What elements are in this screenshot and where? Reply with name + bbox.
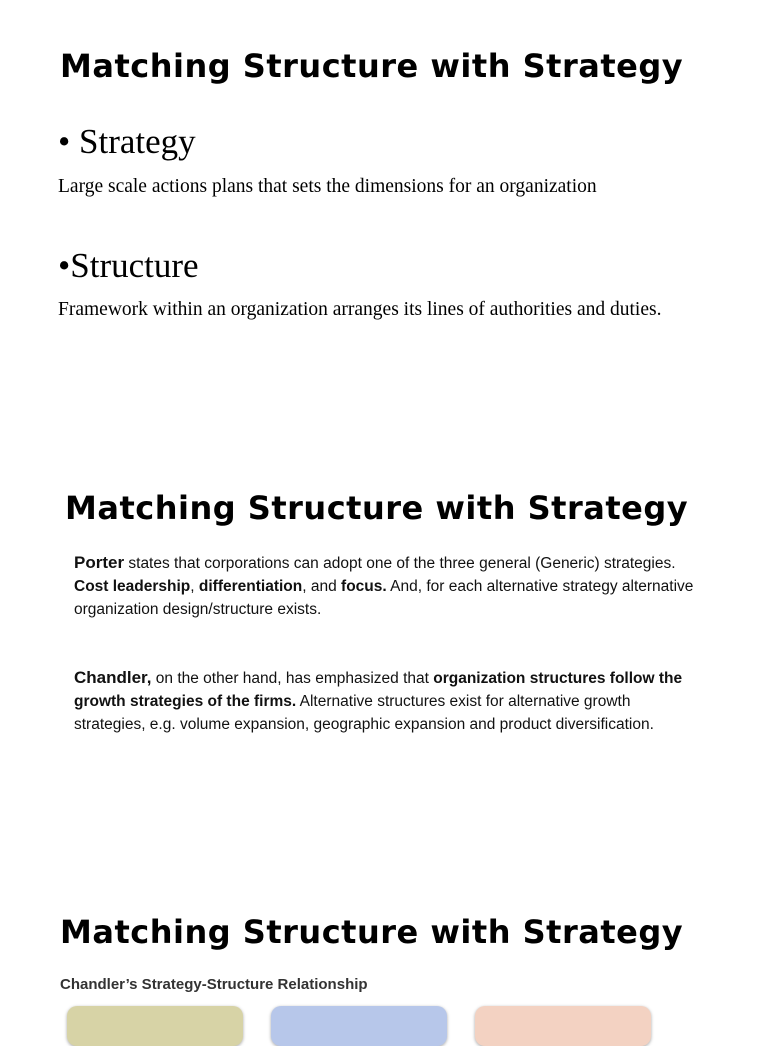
slide-1-title: Matching Structure with Strategy bbox=[60, 47, 684, 85]
chandler-emphasis: organization structures follow the growth strategies of the firms. bbox=[74, 670, 683, 710]
chandler-text-2: Alternative structures exist for alternative growth strategies, e.g. volume expansion, geographic expansion and product diversification. bbox=[74, 693, 654, 733]
porter-comma: , bbox=[190, 578, 199, 595]
chandler-name: Chandler, bbox=[74, 668, 152, 687]
porter-name: Porter bbox=[74, 553, 125, 572]
diagram-box-structure bbox=[271, 1006, 447, 1046]
slide-2 bbox=[0, 455, 768, 855]
diagram-box-strategy bbox=[67, 1006, 243, 1046]
strategy-heading: • Strategy bbox=[58, 122, 196, 161]
structure-heading: •Structure bbox=[58, 246, 199, 285]
diagram-box-performance bbox=[475, 1006, 651, 1046]
cost-leadership: Cost leadership bbox=[74, 578, 191, 595]
slide-1 bbox=[0, 0, 768, 440]
chandler-paragraph bbox=[74, 666, 704, 736]
chandler-text-1: on the other hand, has emphasized that bbox=[151, 670, 434, 687]
porter-and: , and bbox=[302, 578, 342, 595]
strategy-definition: Large scale actions plans that sets the dimensions for an organization bbox=[58, 176, 597, 197]
porter-text-1: states that corporations can adopt one of the three general (Generic) strategies. bbox=[124, 555, 676, 572]
focus: focus. bbox=[341, 578, 387, 595]
slide-3-title: Matching Structure with Strategy bbox=[60, 913, 684, 951]
slide-3 bbox=[0, 870, 768, 1024]
porter-paragraph bbox=[74, 551, 704, 621]
structure-definition: Framework within an organization arranges its lines of authorities and duties. bbox=[58, 299, 662, 320]
slide-2-title: Matching Structure with Strategy bbox=[65, 489, 689, 527]
chandler-relationship-subtitle: Chandler’s Strategy-Structure Relationship bbox=[60, 976, 368, 993]
porter-text-2: And, for each alternative strategy alternative organization design/structure exists. bbox=[74, 578, 694, 618]
differentiation: differentiation bbox=[198, 578, 303, 595]
